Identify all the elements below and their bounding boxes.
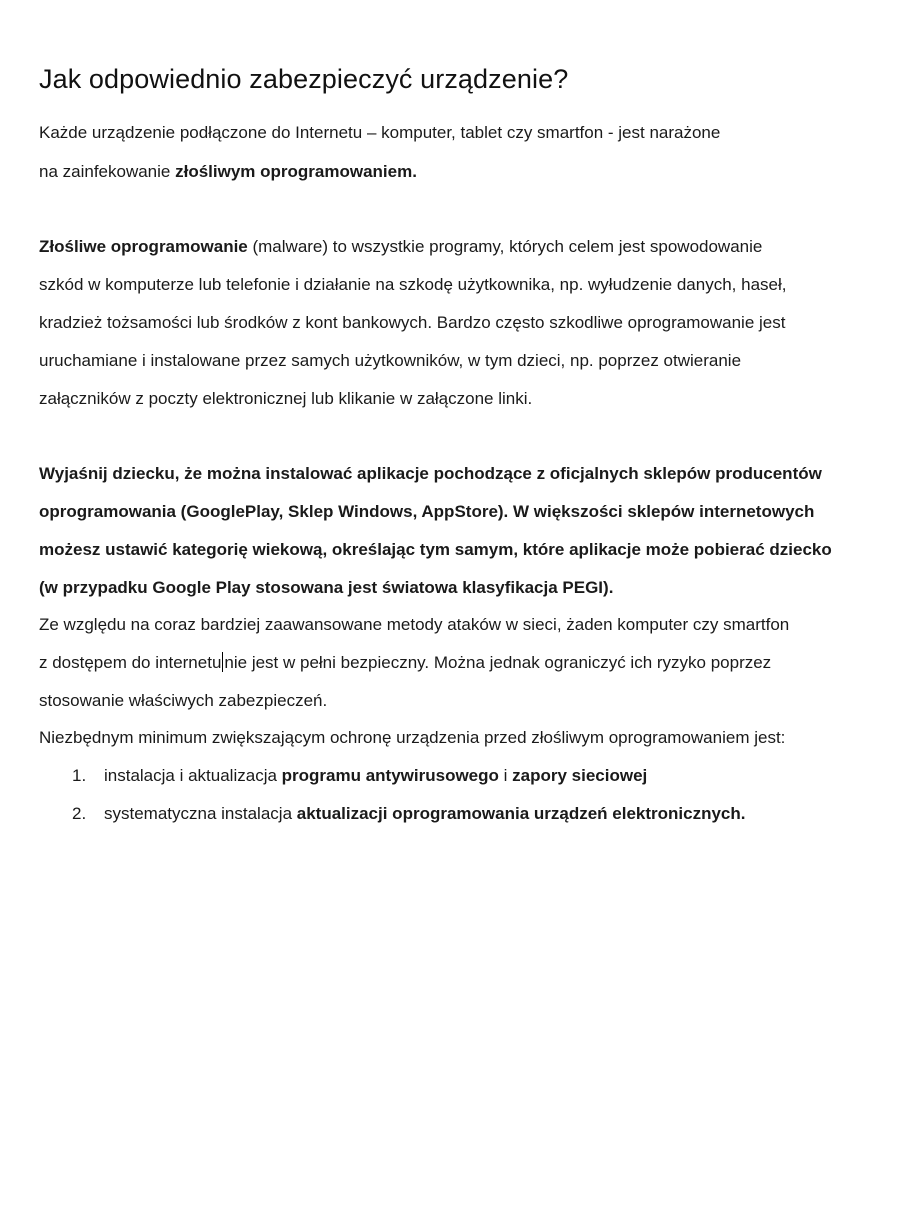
list-number: 1.	[72, 766, 87, 785]
advice-line-4: (w przypadku Google Play stosowana jest światowa klasyfikacja PEGI).	[39, 578, 614, 597]
intro-line-1	[39, 122, 720, 144]
malware-line-5: załączników z poczty elektronicznej lub klikanie w załączone linki.	[39, 389, 533, 408]
intro-bold-text: złośliwym oprogramowaniem.	[175, 162, 417, 181]
malware-line-1	[39, 236, 762, 258]
malware-line-2: szkód w komputerze lub telefonie i działanie na szkodę użytkownika, np. wyłudzenie danych, haseł,	[39, 275, 787, 294]
advice-line-2: oprogramowania (GooglePlay, Sklep Windows, AppStore). W większości sklepów internetowych	[39, 502, 815, 521]
security-text: nie jest w pełni bezpieczny. Można jednak ograniczyć ich ryzyko poprzez	[224, 653, 772, 672]
list-item-text: instalacja i aktualizacja	[104, 766, 282, 785]
intro-text: Każde urządzenie podłączone do Internetu – komputer, tablet czy smartfon - jest narażone	[39, 123, 721, 142]
list-item-text: i	[498, 766, 513, 785]
list-item-bold: zapory sieciowej	[512, 766, 648, 785]
list-number: 2.	[72, 804, 87, 823]
security-line-1: Ze względu na coraz bardziej zaawansowane metody ataków w sieci, żaden komputer czy smartfon	[39, 615, 790, 634]
list-item-text: systematyczna instalacja	[104, 804, 297, 823]
security-line-4: Niezbędnym minimum zwiększającym ochronę urządzenia przed złośliwym oprogramowaniem jest:	[39, 728, 786, 747]
list-item	[104, 803, 745, 825]
security-text: z dostępem do internetu	[39, 653, 222, 672]
malware-text: (malware) to wszystkie programy, których celem jest spowodowanie	[247, 237, 763, 256]
malware-line-4: uruchamiane i instalowane przez samych użytkowników, w tym dzieci, np. poprzez otwieranie	[39, 351, 742, 370]
malware-line-3: kradzież tożsamości lub środków z kont bankowych. Bardzo często szkodliwe oprogramowanie jest	[39, 313, 786, 332]
intro-text: na zainfekowanie	[39, 162, 176, 181]
security-line-2[interactable]	[39, 652, 771, 674]
intro-line-2	[39, 161, 417, 183]
advice-line-3: możesz ustawić kategorię wiekową, określając tym samym, które aplikacje może pobierać dziecko	[39, 540, 832, 559]
security-line-3: stosowanie właściwych zabezpieczeń.	[39, 691, 328, 710]
list-item-bold: aktualizacji oprogramowania urządzeń elektronicznych.	[296, 804, 746, 823]
list-item-bold: programu antywirusowego	[281, 766, 499, 785]
advice-line-1: Wyjaśnij dziecku, że można instalować aplikacje pochodzące z oficjalnych sklepów producentów	[39, 464, 822, 483]
page-title: Jak odpowiednio zabezpieczyć urządzenie?	[39, 64, 569, 94]
malware-term: Złośliwe oprogramowanie	[39, 237, 248, 256]
list-item	[104, 765, 647, 787]
